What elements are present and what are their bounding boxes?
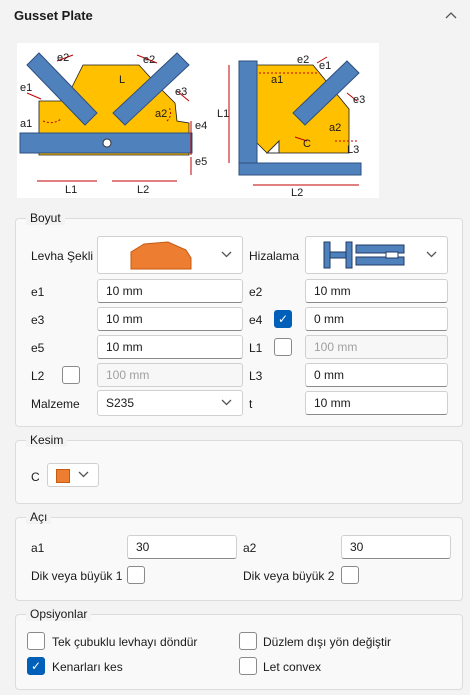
chevron-down-icon bbox=[78, 469, 89, 481]
opt4-checkbox[interactable] bbox=[239, 657, 257, 675]
plate-shape-icon bbox=[130, 240, 192, 270]
c-label: C bbox=[31, 470, 40, 484]
svg-text:e3: e3 bbox=[353, 94, 366, 106]
svg-text:e4: e4 bbox=[195, 120, 208, 132]
svg-text:a1: a1 bbox=[20, 118, 33, 130]
svg-text:e1: e1 bbox=[319, 60, 332, 72]
svg-text:L: L bbox=[119, 74, 126, 86]
levha-sekli-select[interactable] bbox=[97, 236, 243, 274]
opt4-label: Let convex bbox=[263, 660, 322, 674]
e3-input[interactable]: 10 mm bbox=[97, 307, 243, 331]
e4-label: e4 bbox=[249, 313, 263, 327]
color-swatch bbox=[56, 469, 70, 483]
a1-input[interactable]: 30 bbox=[127, 535, 237, 559]
svg-text:e5: e5 bbox=[195, 156, 208, 168]
L2-input[interactable]: 100 mm bbox=[97, 363, 243, 387]
L3-label: L3 bbox=[249, 369, 263, 383]
kesim-legend: Kesim bbox=[26, 433, 67, 447]
boyut-legend: Boyut bbox=[26, 211, 65, 225]
e1-input[interactable]: 10 mm bbox=[97, 279, 243, 303]
gusset-plate-diagram bbox=[17, 43, 379, 198]
vertical-member bbox=[239, 61, 257, 171]
L1-checkbox[interactable] bbox=[274, 338, 292, 356]
panel-title: Gusset Plate bbox=[14, 8, 93, 23]
svg-text:a1: a1 bbox=[271, 74, 284, 86]
aci-legend: Açı bbox=[26, 510, 51, 524]
opt2-label: Düzlem dışı yön değiştir bbox=[263, 635, 392, 649]
svg-text:L3: L3 bbox=[347, 144, 360, 156]
dik2-checkbox[interactable] bbox=[341, 566, 359, 584]
svg-text:C: C bbox=[303, 138, 311, 150]
t-label: t bbox=[249, 397, 253, 411]
svg-text:e1: e1 bbox=[20, 82, 33, 94]
chevron-down-icon bbox=[221, 249, 232, 261]
malzeme-select[interactable] bbox=[97, 390, 243, 416]
dik2-label: Dik veya büyük 2 bbox=[243, 569, 335, 583]
svg-text:e2: e2 bbox=[57, 52, 70, 64]
bottom-member bbox=[239, 163, 361, 175]
e5-label: e5 bbox=[31, 341, 45, 355]
svg-text:L1: L1 bbox=[65, 184, 78, 196]
L2-label: L2 bbox=[31, 369, 45, 383]
dik1-label: Dik veya büyük 1 bbox=[31, 569, 123, 583]
e1-label: e1 bbox=[31, 285, 45, 299]
opt2-checkbox[interactable] bbox=[239, 632, 257, 650]
e4-input[interactable]: 0 mm bbox=[305, 307, 448, 331]
collapse-chevron-up-icon[interactable] bbox=[442, 6, 460, 24]
aci-group bbox=[15, 510, 463, 601]
svg-text:L2: L2 bbox=[137, 184, 150, 196]
svg-text:a2: a2 bbox=[155, 108, 168, 120]
svg-text:a2: a2 bbox=[329, 122, 342, 134]
L3-input[interactable]: 0 mm bbox=[305, 363, 448, 387]
panel-header bbox=[0, 0, 470, 32]
chevron-down-icon bbox=[426, 249, 437, 261]
opt1-checkbox[interactable] bbox=[27, 632, 45, 650]
L2-checkbox[interactable] bbox=[62, 366, 80, 384]
opsiyonlar-group bbox=[15, 607, 463, 690]
e4-checkbox[interactable]: ✓ bbox=[274, 310, 292, 328]
e2-input[interactable]: 10 mm bbox=[305, 279, 448, 303]
levha-sekli-label: Levha Şekli bbox=[31, 249, 94, 263]
hizalama-select[interactable] bbox=[305, 236, 448, 274]
L1-label: L1 bbox=[249, 341, 263, 355]
a2-label: a2 bbox=[243, 541, 257, 555]
dik1-checkbox[interactable] bbox=[127, 566, 145, 584]
a2-input[interactable]: 30 bbox=[341, 535, 451, 559]
svg-text:e2: e2 bbox=[297, 54, 310, 66]
svg-text:L1: L1 bbox=[217, 108, 230, 120]
svg-text:e3: e3 bbox=[175, 86, 188, 98]
svg-text:L2: L2 bbox=[291, 187, 304, 198]
svg-text:e2: e2 bbox=[143, 54, 156, 66]
opt1-label: Tek çubuklu levhayı döndür bbox=[52, 635, 198, 649]
malzeme-value: S235 bbox=[106, 396, 135, 410]
L1-input[interactable]: 100 mm bbox=[305, 335, 448, 359]
chevron-down-icon bbox=[221, 397, 232, 409]
c-color-picker[interactable] bbox=[47, 463, 99, 487]
opt3-label: Kenarları kes bbox=[52, 660, 123, 674]
gusset-diagram-svg bbox=[17, 43, 379, 198]
alignment-icon bbox=[320, 240, 408, 270]
opt3-checkbox[interactable]: ✓ bbox=[27, 657, 45, 675]
a1-label: a1 bbox=[31, 541, 45, 555]
t-input[interactable]: 10 mm bbox=[305, 391, 448, 415]
malzeme-label: Malzeme bbox=[31, 397, 80, 411]
e5-input[interactable]: 10 mm bbox=[97, 335, 243, 359]
opsiyonlar-legend: Opsiyonlar bbox=[26, 607, 91, 621]
e3-label: e3 bbox=[31, 313, 45, 327]
e2-label: e2 bbox=[249, 285, 263, 299]
hizalama-label: Hizalama bbox=[249, 249, 300, 263]
